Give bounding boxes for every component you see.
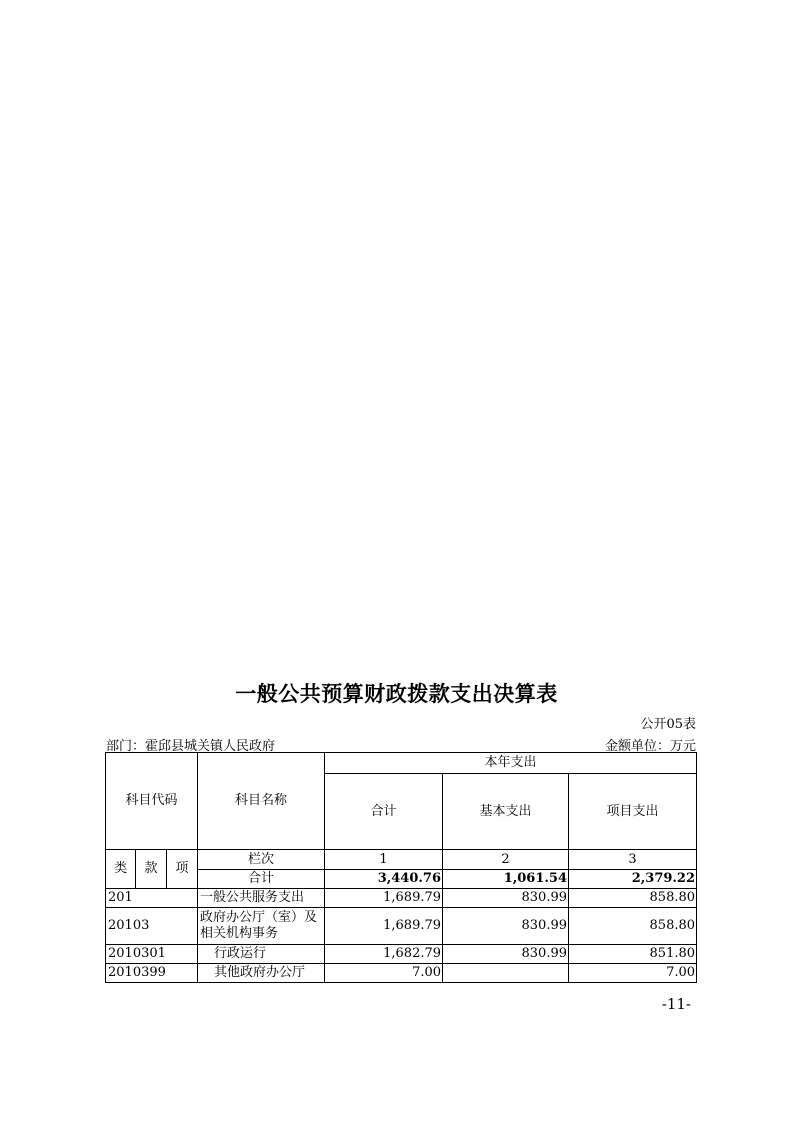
row-basic: 830.99 (443, 889, 569, 908)
unit-label: 金额单位：万元 (604, 739, 696, 754)
total-sum: 3,440.76 (325, 870, 443, 889)
header-basic: 基本支出 (443, 774, 569, 850)
header-current-year: 本年支出 (325, 753, 697, 774)
header-lei: 类 (106, 850, 136, 889)
row-code: 2010399 (106, 964, 198, 983)
header-kuan: 款 (136, 850, 167, 889)
table-row (106, 964, 697, 983)
col-index-1: 1 (325, 850, 443, 870)
row-project: 7.00 (569, 964, 697, 983)
col-index-2: 2 (443, 850, 569, 870)
header-project: 项目支出 (569, 774, 697, 850)
total-label: 合计 (198, 870, 325, 889)
form-code: 公开05表 (640, 717, 696, 732)
row-code: 20103 (106, 908, 198, 945)
page-title: 一般公共预算财政拨款支出决算表 (235, 682, 558, 706)
row-project: 858.80 (569, 908, 697, 945)
row-basic: 830.99 (443, 908, 569, 945)
header-xiang: 项 (167, 850, 198, 889)
department-label: 部门：霍邱县城关镇人民政府 (106, 739, 276, 754)
table-row (106, 889, 697, 908)
total-basic: 1,061.54 (443, 870, 569, 889)
row-code: 2010301 (106, 945, 198, 964)
header-total: 合计 (325, 774, 443, 850)
row-project: 858.80 (569, 889, 697, 908)
row-basic (443, 964, 569, 983)
expenditure-table (105, 752, 697, 983)
table-row (106, 945, 697, 964)
row-name: 一般公共服务支出 (198, 889, 325, 908)
row-name: 行政运行 (198, 945, 325, 964)
header-code: 科目代码 (106, 753, 198, 850)
row-total: 1,689.79 (325, 889, 443, 908)
row-project: 851.80 (569, 945, 697, 964)
row-name: 政府办公厅（室）及相关机构事务 (198, 908, 325, 945)
row-total: 1,689.79 (325, 908, 443, 945)
page-number: -11- (661, 995, 691, 1013)
table-row (106, 908, 697, 945)
row-code: 201 (106, 889, 198, 908)
header-column-seq: 栏次 (198, 850, 325, 870)
row-total: 7.00 (325, 964, 443, 983)
row-total: 1,682.79 (325, 945, 443, 964)
row-name: 其他政府办公厅 (198, 964, 325, 983)
total-project: 2,379.22 (569, 870, 697, 889)
col-index-3: 3 (569, 850, 697, 870)
header-name: 科目名称 (198, 753, 325, 850)
row-basic: 830.99 (443, 945, 569, 964)
